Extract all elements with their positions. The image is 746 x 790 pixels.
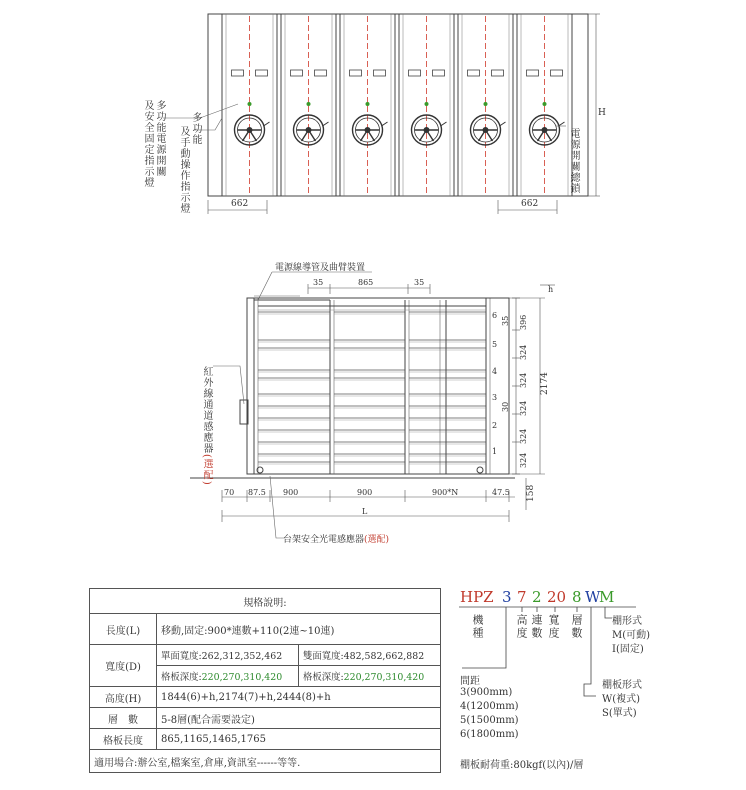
code-w: W [585, 588, 601, 606]
cabinet-unit [340, 14, 395, 196]
rack-frame [247, 298, 509, 474]
indicator-light [248, 102, 252, 106]
steering-wheel-icon [412, 115, 447, 145]
length-value: 移動,固定:900*連數+110(2連~10連) [157, 614, 441, 645]
frame-option: I(固定) [612, 644, 644, 655]
cabinet-unit [517, 14, 572, 196]
code-8: 8 [572, 588, 582, 606]
shelf-depth-a: 格板深度:220,270,310,420 [157, 666, 299, 687]
spacing-title: 間距 [460, 676, 480, 687]
usage: 適用場合:辦公室,檔案室,倉庫,資訊室------等等. [90, 750, 441, 773]
height-value: 1844(6)+h,2174(7)+h,2444(8)+h [157, 687, 441, 708]
photo-sensor-label: 台架安全光電感應器(選配) [283, 535, 390, 545]
model-code [456, 588, 696, 778]
safety-indicator-label: 及安全固定指示燈 [142, 100, 153, 188]
shelf-option: W(複式) [602, 694, 641, 705]
shelf-title: 棚板形式 [602, 680, 642, 691]
spec-table [89, 588, 441, 773]
level-number: 5 [492, 340, 498, 349]
indicator-light [484, 102, 488, 106]
steering-wheel-icon [235, 115, 270, 145]
front-frame [208, 14, 588, 196]
length-label: 長度(L) [90, 614, 157, 645]
multi-power-indicator-label: 多功能電源開關 [154, 100, 165, 177]
dim-865: 865 [358, 278, 374, 287]
shelf-boards [258, 306, 486, 464]
dim-47-5: 47.5 [492, 488, 510, 497]
dim-h: h [548, 285, 554, 294]
conduit-label: 電源線導管及曲臂裝置 [275, 263, 366, 273]
indicator-light [307, 102, 311, 106]
handle-slot [291, 70, 303, 76]
code-7: 7 [517, 588, 527, 606]
frame-option: M(可動) [612, 630, 651, 641]
code-hpz: HPZ [460, 588, 494, 606]
code-20: 20 [547, 588, 567, 606]
shelf-option: S(單式) [602, 708, 637, 719]
width-dim-right: 662 [521, 199, 539, 209]
dim-35-left: 35 [313, 278, 324, 287]
cabinet-unit [458, 14, 513, 196]
level-code-label: 層數 [570, 614, 583, 640]
power-lock-label: 電源開關總鎖 [568, 128, 579, 194]
dim-158: 158 [526, 484, 536, 502]
indicator-light [425, 102, 429, 106]
shelf-depth-b: 格板深度:220,270,310,420 [299, 666, 441, 687]
count-code-label: 連數 [530, 614, 543, 640]
side-view [190, 261, 555, 545]
cabinet-unit [222, 14, 277, 196]
dim-900-n: 900*N [432, 488, 459, 497]
cabinet-unit [281, 14, 336, 196]
level-dim-30: 30 [501, 401, 510, 412]
single-width: 單面寬度:262,312,352,462 [157, 645, 299, 666]
load-rating: 棚板耐荷重:80kgf(以內)/層 [460, 760, 584, 771]
handle-slot [409, 70, 421, 76]
steering-wheel-icon [530, 115, 565, 145]
dim-900-a: 900 [283, 488, 299, 497]
dim-70: 70 [224, 488, 235, 497]
code-3: 3 [502, 588, 512, 606]
handle-slot [492, 70, 504, 76]
steering-wheel-icon [471, 115, 506, 145]
spec-title: 規格說明: [90, 589, 441, 614]
steering-wheel-icon [353, 115, 388, 145]
level-number: 3 [492, 393, 498, 402]
shelf-length-label: 格板長度 [90, 729, 157, 750]
handle-slot [256, 70, 268, 76]
level-dim-324: 324 [519, 428, 528, 444]
height-code-label: 高度 [515, 614, 528, 640]
level-dimensions [492, 298, 528, 474]
shelf-length-value: 865,1165,1465,1765 [157, 729, 441, 750]
level-dim-324: 324 [519, 452, 528, 468]
double-width: 雙面寬度:482,582,662,882 [299, 645, 441, 666]
handle-slot [433, 70, 445, 76]
handle-slot [551, 70, 563, 76]
frame-title: 棚形式 [612, 616, 642, 627]
model-label: 機種 [471, 614, 484, 640]
level-number: 6 [492, 311, 498, 320]
level-dim-324: 324 [519, 344, 528, 360]
level-dim-396: 396 [519, 314, 528, 330]
spacing-option: 5(1500mm) [460, 715, 519, 726]
height-dim-label: H [598, 108, 606, 118]
cabinet-unit [399, 14, 454, 196]
handle-slot [468, 70, 480, 76]
dim-L: L [362, 507, 368, 516]
steering-wheel-icon [294, 115, 329, 145]
handle-slot [527, 70, 539, 76]
width-label: 寬度(D) [90, 645, 157, 687]
multi-function-label: 多功能 [190, 112, 201, 145]
dim-87-5: 87.5 [248, 488, 266, 497]
handle-slot [350, 70, 362, 76]
width-code-label: 寬度 [547, 614, 560, 640]
handle-slot [315, 70, 327, 76]
code-m: M [599, 588, 615, 606]
spacing-option: 3(900mm) [460, 687, 513, 698]
level-number: 1 [492, 447, 498, 456]
cabinet-units [222, 14, 572, 196]
level-dim-35: 35 [501, 315, 510, 326]
levels-label: 層 數 [90, 708, 157, 729]
manual-operation-label: 及手動操作指示燈 [178, 126, 189, 214]
spacing-option: 4(1200mm) [460, 701, 519, 712]
handle-slot [232, 70, 244, 76]
level-number: 2 [492, 421, 498, 430]
indicator-light [366, 102, 370, 106]
level-dim-324: 324 [519, 400, 528, 416]
level-dim-324: 324 [519, 372, 528, 388]
width-dim-left: 662 [231, 199, 249, 209]
dim-35-right: 35 [414, 278, 425, 287]
code-2: 2 [532, 588, 542, 606]
indicator-light [543, 102, 547, 106]
level-number: 4 [492, 367, 498, 376]
spacing-option: 6(1800mm) [460, 729, 519, 740]
levels-value: 5-8層(配合需要設定) [157, 708, 441, 729]
handle-slot [374, 70, 386, 76]
height-label: 高度(H) [90, 687, 157, 708]
infrared-sensor-label: 紅外線通道感應器(選配) [201, 366, 212, 486]
dim-900-b: 900 [357, 488, 373, 497]
dim-2174: 2174 [540, 372, 550, 395]
front-view [163, 14, 606, 214]
